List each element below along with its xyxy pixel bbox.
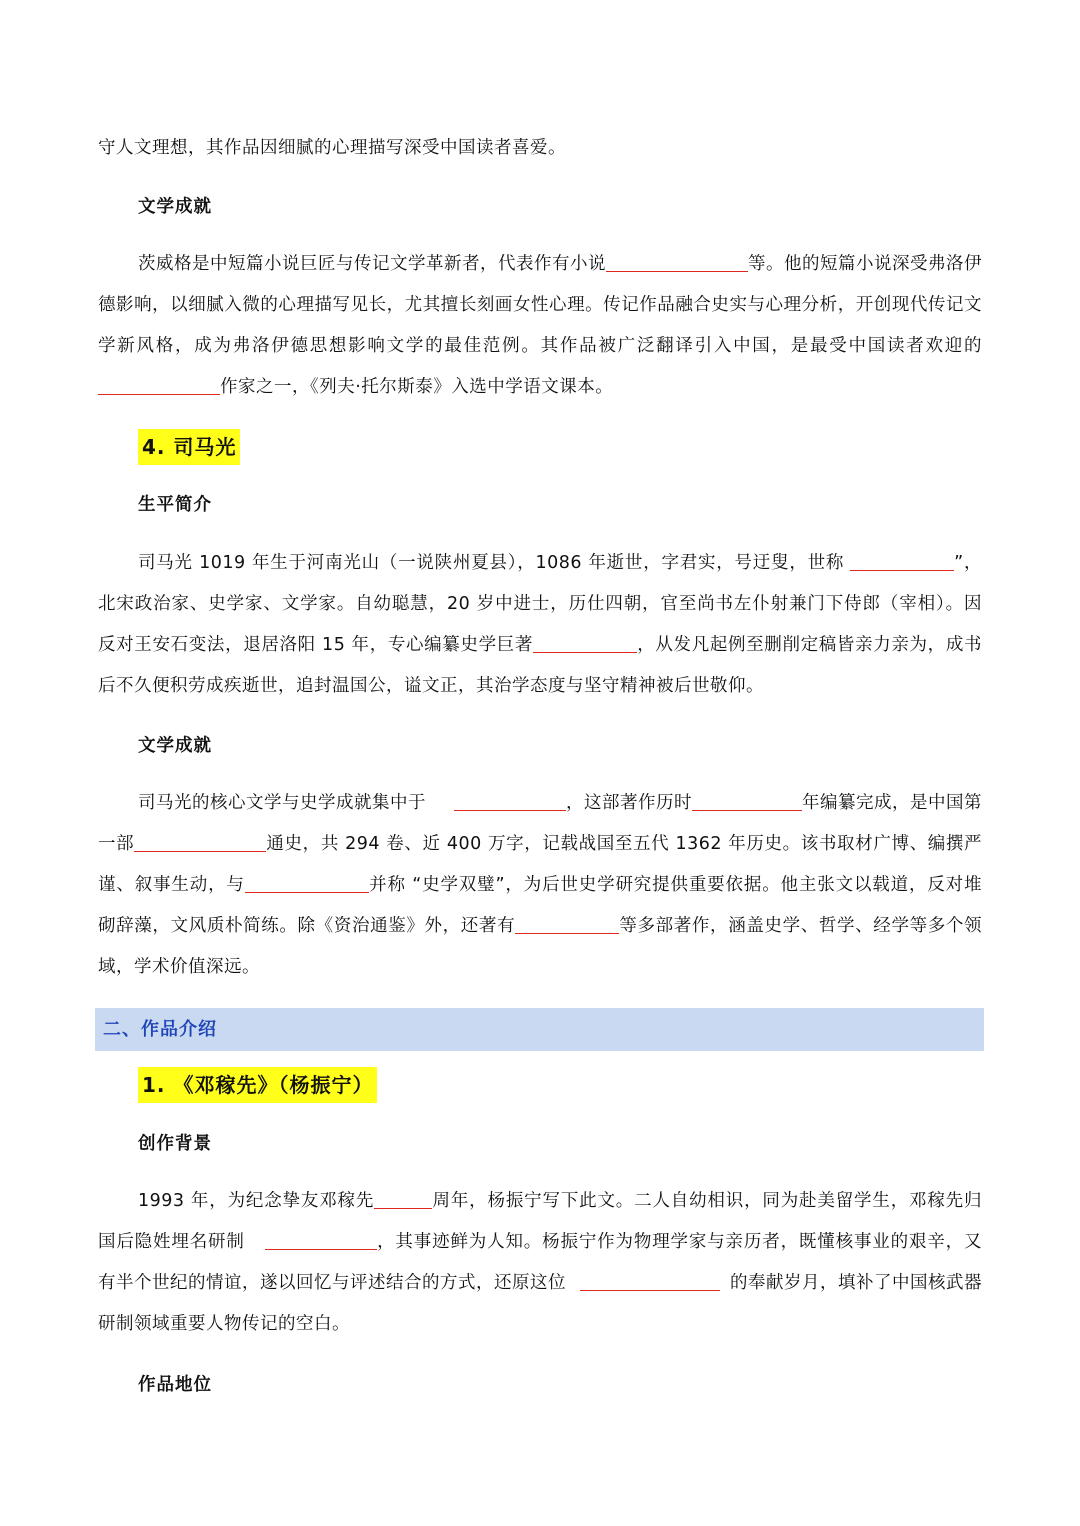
fill-in-blank[interactable] bbox=[134, 832, 266, 851]
section-title-simaguang: 4. 司马光 bbox=[138, 429, 240, 465]
fill-in-blank[interactable] bbox=[515, 914, 619, 933]
fill-in-blank[interactable] bbox=[265, 1230, 377, 1249]
fill-in-blank[interactable] bbox=[692, 791, 802, 810]
paragraph-zweig-intro-end: 守人文理想，其作品因细腻的心理描写深受中国读者喜爱。 bbox=[98, 138, 566, 158]
paragraph-zweig-achievements: 茨威格是中短篇小说巨匠与传记文学革新者，代表作有小说 等。他的短篇小说深受弗洛伊德影响，以细腻入微的心理描写见长，尤其擅长刻画女性心理。传记作品融合史实与心理分析，开创现代传记文学新风格，成为弗洛伊德思想影响文学的最佳范例。其作品被广泛翻译引入中国，是最受中国读者欢迎的作家之一，《列夫·托尔斯泰》入选中学语文课本。 bbox=[98, 254, 982, 397]
heading-zweig-achievements: 文学成就 bbox=[138, 197, 212, 217]
paragraph-creation-background: 1993 年，为纪念挚友邓稼先 周年，杨振宁写下此文。二人自幼相识，同为赴美留学生，邓稼先归国后隐姓埋名研制 ，其事迹鲜为人知。杨振宁作为物理学家与亲历者，既懂核事业的艰辛，又有半个世纪的情谊，遂以回忆与评述结合的方式，还原这位 的奉献岁月，填补了中国核武器研制领域重要人物传记的空白。 bbox=[98, 1191, 983, 1334]
fill-in-blank[interactable] bbox=[98, 375, 220, 394]
paragraph-simaguang-biography: 司马光 1019 年生于河南光山（一说陕州夏县），1086 年逝世，字君实，号迂叟，世称 ”，北宋政治家、史学家、文学家。自幼聪慧，20 岁中进士，历仕四朝，官至尚书左仆射兼门下侍郎（宰相）。因反对王安石变法，退居洛阳 15 年，专心编纂史学巨著 ，从发凡起例至删削定稿皆亲力亲为，成书后不久便积劳成疾逝世，追封温国公，谥文正，其治学态度与坚守精神被后世敬仰。 bbox=[98, 553, 982, 696]
heading-simaguang-achievements: 文学成就 bbox=[138, 736, 212, 756]
fill-in-blank[interactable] bbox=[850, 551, 954, 570]
fill-in-blank[interactable] bbox=[580, 1271, 720, 1290]
section-band-work-introduction: 二、作品介绍 bbox=[95, 1008, 984, 1051]
heading-simaguang-biography: 生平简介 bbox=[138, 495, 212, 515]
heading-creation-background: 创作背景 bbox=[138, 1134, 212, 1154]
paragraph-simaguang-achievements: 司马光的核心文学与史学成就集中于 ，这部著作历时 年编纂完成，是中国第一部 通史，共 294 卷、近 400 万字，记载战国至五代 1362 年历史。该书取材广博、编撰严谨、叙事生动，与 并称 “史学双璧”，为后世史学研究提供重要依据。他主张文以载道，反对堆砌辞藻，文风质朴简练。除《资治通鉴》外，还著有 等多部著作，涵盖史学、哲学、经学等多个领域，学术价值深远。 bbox=[98, 793, 983, 977]
fill-in-blank[interactable] bbox=[454, 791, 566, 810]
heading-work-status: 作品地位 bbox=[138, 1375, 212, 1395]
fill-in-blank[interactable] bbox=[533, 633, 637, 652]
fill-in-blank[interactable] bbox=[245, 873, 369, 892]
fill-in-blank[interactable] bbox=[374, 1189, 432, 1208]
section-title-deng-jiaxian: 1. 《邓稼先》（杨振宁） bbox=[138, 1067, 377, 1103]
fill-in-blank[interactable] bbox=[606, 252, 748, 271]
